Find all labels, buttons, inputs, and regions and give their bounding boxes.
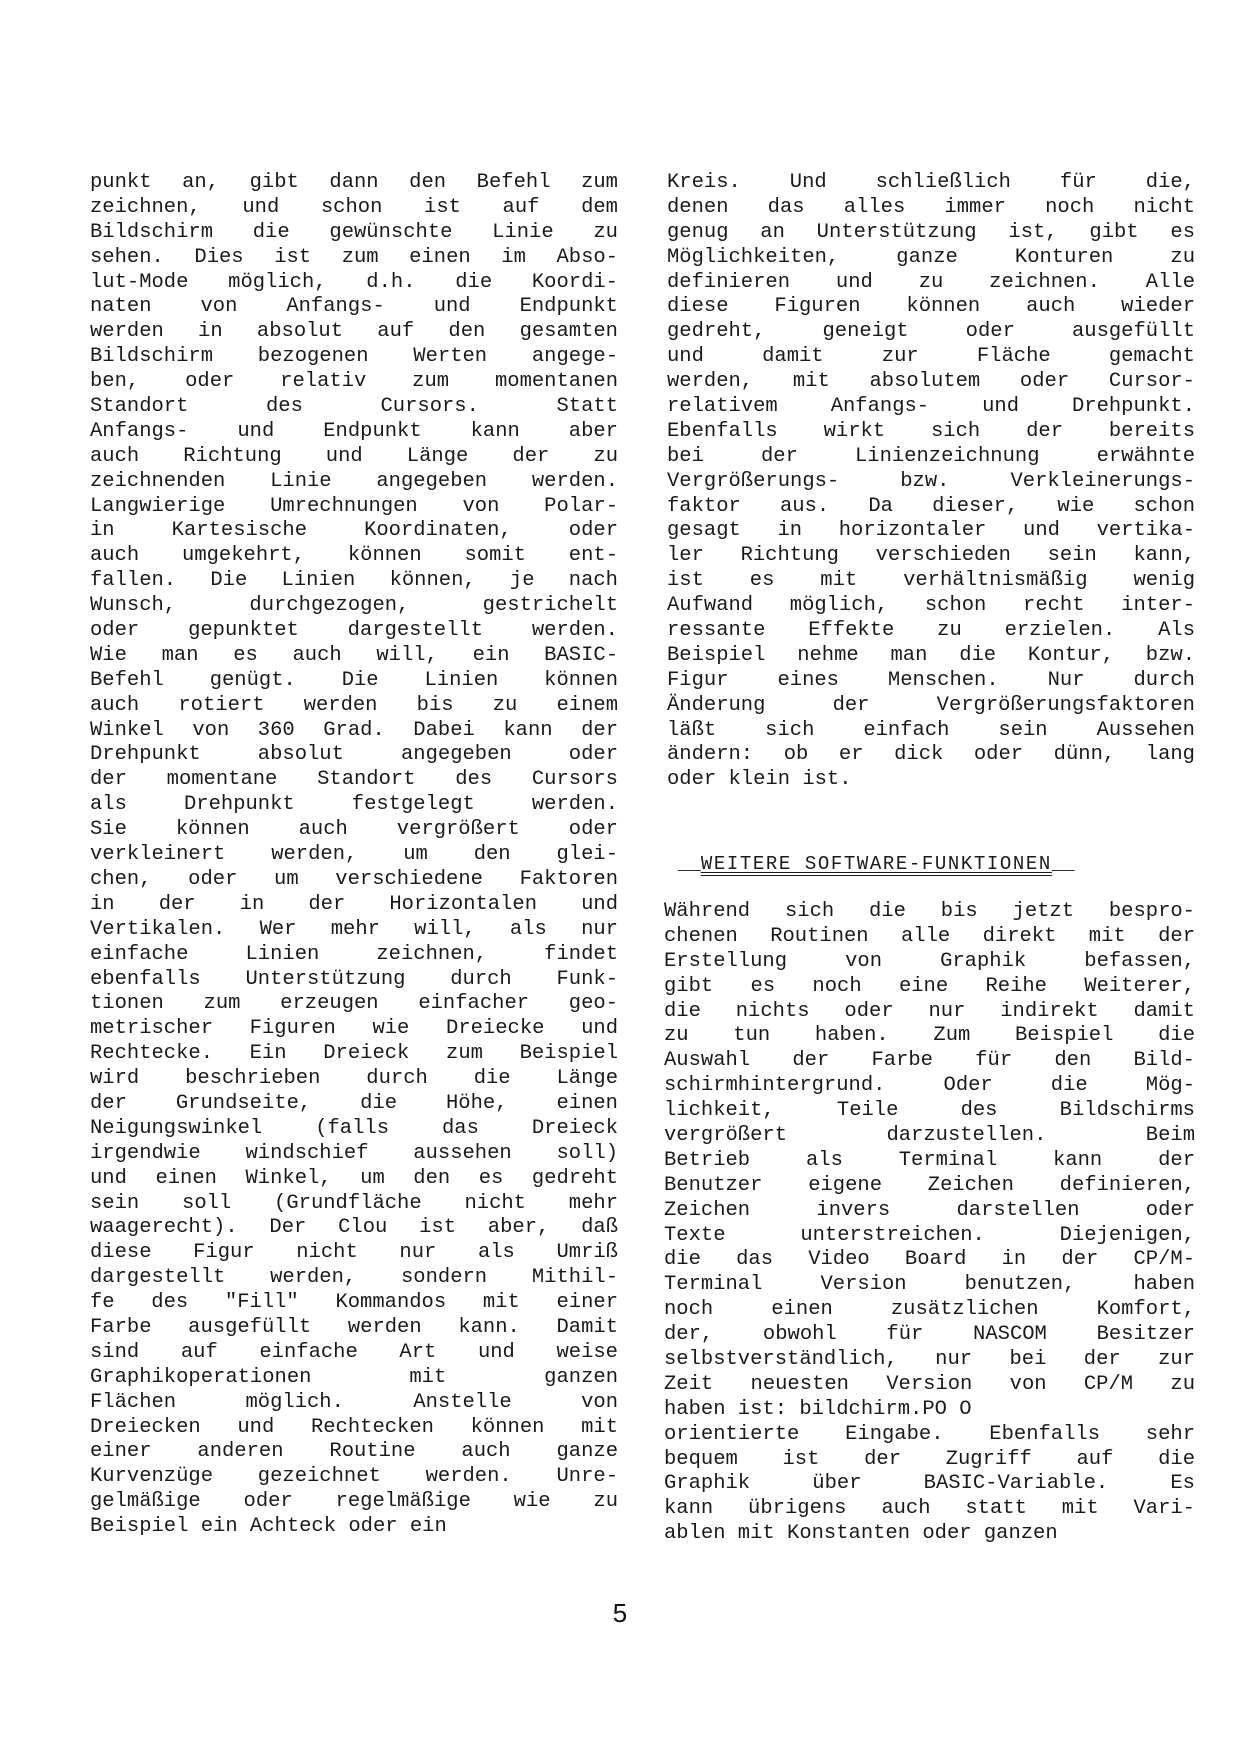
text-line: Kurvenzüge gezeichnet werden. Unre-	[90, 1465, 618, 1489]
text-line: Anfangs- und Endpunkt kann aber	[90, 419, 618, 443]
text-line: auch Richtung und Länge der zu	[90, 444, 618, 468]
text-line: Standort des Cursors. Statt	[90, 395, 618, 419]
text-line: Während sich die bis jetzt bespro-	[664, 900, 1195, 923]
text-line: gelmäßige oder regelmäßige wie zu	[90, 1490, 618, 1514]
text-line: Ebenfalls wirkt sich der bereits	[667, 419, 1195, 443]
text-line: gibt es noch eine Reihe Weiterer,	[664, 974, 1195, 998]
text-line: punkt an, gibt dann den Befehl zum	[90, 171, 618, 194]
text-line: ändern: ob er dick oder dünn, lang	[667, 743, 1195, 767]
text-line: Vergrößerungs- bzw. Verkleinerungs-	[667, 469, 1195, 493]
text-line: werden in absolut auf den gesamten	[90, 320, 618, 344]
text-line: Texte unterstreichen. Diejenigen,	[664, 1223, 1195, 1247]
text-line: ebenfalls Unterstützung durch Funk-	[90, 967, 618, 991]
text-line: oder klein ist.	[667, 768, 852, 792]
text-line: Sie können auch vergrößert oder	[90, 818, 618, 842]
text-line: zeichnenden Linie angegeben werden.	[90, 469, 618, 493]
text-line: schirmhintergrund. Oder die Mög-	[664, 1074, 1195, 1098]
text-line: Möglichkeiten, ganze Konturen zu	[667, 245, 1195, 269]
page-number: 5	[612, 1598, 628, 1628]
text-line: haben ist: bildchirm.PO O	[664, 1397, 972, 1421]
text-line: die nichts oder nur indirekt damit	[664, 999, 1195, 1023]
text-line: in Kartesische Koordinaten, oder	[90, 519, 618, 543]
text-line: verkleinert werden, um den glei-	[90, 843, 618, 867]
text-line: Benutzer eigene Zeichen definieren,	[664, 1173, 1195, 1197]
text-line: tionen zum erzeugen einfacher geo-	[90, 992, 618, 1016]
text-line: Neigungswinkel (falls das Dreieck	[90, 1116, 618, 1140]
text-line: auch umgekehrt, können somit ent-	[90, 544, 618, 568]
text-line: sehen. Dies ist zum einen im Abso-	[90, 245, 618, 269]
text-line: Vertikalen. Wer mehr will, als nur	[90, 917, 618, 941]
text-line: dargestellt werden, sondern Mithil-	[90, 1266, 618, 1290]
right-text-column-top	[667, 171, 1195, 793]
text-line: ablen mit Konstanten oder ganzen	[664, 1522, 1058, 1546]
text-line: Kreis. Und schließlich für die,	[667, 171, 1195, 194]
text-line: Bildschirm bezogenen Werten angege-	[90, 345, 618, 369]
text-line: waagerecht). Der Clou ist aber, daß	[90, 1216, 618, 1240]
text-line: bequem ist der Zugriff auf die	[664, 1447, 1195, 1471]
text-line: diese Figur nicht nur als Umriß	[90, 1241, 618, 1265]
text-line: kann übrigens auch statt mit Vari-	[664, 1497, 1195, 1521]
text-line: und einen Winkel, um den es gedreht	[90, 1166, 618, 1190]
heading-suffix: __	[1051, 853, 1075, 875]
text-line: Auswahl der Farbe für den Bild-	[664, 1049, 1195, 1073]
text-line: Graphik über BASIC-Variable. Es	[664, 1472, 1195, 1496]
text-line: wird beschrieben durch die Länge	[90, 1067, 618, 1091]
section-heading	[678, 853, 1075, 875]
text-line: der momentane Standort des Cursors	[90, 768, 618, 792]
text-line: zu tun haben. Zum Beispiel die	[664, 1024, 1195, 1048]
text-line: ist es mit verhältnismäßig wenig	[667, 569, 1195, 593]
text-line: Wunsch, durchgezogen, gestrichelt	[90, 594, 618, 618]
text-line: gesagt in horizontaler und vertika-	[667, 519, 1195, 543]
text-line: bei der Linienzeichnung erwähnte	[667, 444, 1195, 468]
heading-title: WEITERE SOFTWARE-FUNKTIONEN	[700, 853, 1052, 875]
text-line: Flächen möglich. Anstelle von	[90, 1390, 618, 1414]
text-line: Dreiecken und Rechtecken können mit	[90, 1415, 618, 1439]
text-line: sein soll (Grundfläche nicht mehr	[90, 1191, 618, 1215]
text-line: Bildschirm die gewünschte Linie zu	[90, 220, 618, 244]
text-line: chenen Routinen alle direkt mit der	[664, 924, 1195, 948]
text-line: fallen. Die Linien können, je nach	[90, 569, 618, 593]
text-line: fe des "Fill" Kommandos mit einer	[90, 1291, 618, 1315]
text-line: die das Video Board in der CP/M-	[664, 1248, 1195, 1272]
text-line: irgendwie windschief aussehen soll)	[90, 1141, 618, 1165]
text-line: Terminal Version benutzen, haben	[664, 1273, 1195, 1297]
text-line: Zeichen invers darstellen oder	[664, 1198, 1195, 1222]
text-line: Befehl genügt. Die Linien können	[90, 668, 618, 692]
text-line: Graphikoperationen mit ganzen	[90, 1365, 618, 1389]
text-line: genug an Unterstützung ist, gibt es	[667, 220, 1195, 244]
text-line: Beispiel ein Achteck oder ein	[90, 1515, 447, 1539]
text-line: Farbe ausgefüllt werden kann. Damit	[90, 1315, 618, 1339]
text-line: ben, oder relativ zum momentanen	[90, 370, 618, 394]
text-line: sind auf einfache Art und weise	[90, 1340, 618, 1364]
text-line: selbstverständlich, nur bei der zur	[664, 1348, 1195, 1372]
right-text-column-bottom	[664, 900, 1195, 1547]
text-line: Aufwand möglich, schon recht inter-	[667, 594, 1195, 618]
text-line: Zeit neuesten Version von CP/M zu	[664, 1372, 1195, 1396]
text-line: als Drehpunkt festgelegt werden.	[90, 793, 618, 817]
text-line: Langwierige Umrechnungen von Polar-	[90, 494, 618, 518]
heading-prefix: __	[678, 853, 701, 875]
text-line: auch rotiert werden bis zu einem	[90, 693, 618, 717]
text-line: noch einen zusätzlichen Komfort,	[664, 1298, 1195, 1322]
text-line: relativem Anfangs- und Drehpunkt.	[667, 395, 1195, 419]
text-line: metrischer Figuren wie Dreiecke und	[90, 1017, 618, 1041]
text-line: Wie man es auch will, ein BASIC-	[90, 643, 618, 667]
text-line: und damit zur Fläche gemacht	[667, 345, 1195, 369]
text-line: Drehpunkt absolut angegeben oder	[90, 743, 618, 767]
text-line: Rechtecke. Ein Dreieck zum Beispiel	[90, 1042, 618, 1066]
text-line: zeichnen, und schon ist auf dem	[90, 195, 618, 219]
text-line: faktor aus. Da dieser, wie schon	[667, 494, 1195, 518]
text-line: chen, oder um verschiedene Faktoren	[90, 867, 618, 891]
text-line: definieren und zu zeichnen. Alle	[667, 270, 1195, 294]
text-line: der Grundseite, die Höhe, einen	[90, 1091, 618, 1115]
text-line: Betrieb als Terminal kann der	[664, 1148, 1195, 1172]
text-line: lut-Mode möglich, d.h. die Koordi-	[90, 270, 618, 294]
text-line: in der in der Horizontalen und	[90, 892, 618, 916]
text-line: Beispiel nehme man die Kontur, bzw.	[667, 643, 1195, 667]
text-line: der, obwohl für NASCOM Besitzer	[664, 1323, 1195, 1347]
text-line: orientierte Eingabe. Ebenfalls sehr	[664, 1422, 1195, 1446]
text-line: Figur eines Menschen. Nur durch	[667, 668, 1195, 692]
text-line: diese Figuren können auch wieder	[667, 295, 1195, 319]
text-line: naten von Anfangs- und Endpunkt	[90, 295, 618, 319]
text-line: ler Richtung verschieden sein kann,	[667, 544, 1195, 568]
text-line: werden, mit absolutem oder Cursor-	[667, 370, 1195, 394]
left-text-column	[90, 171, 618, 1540]
text-line: gedreht, geneigt oder ausgefüllt	[667, 320, 1195, 344]
text-line: einer anderen Routine auch ganze	[90, 1440, 618, 1464]
text-line: einfache Linien zeichnen, findet	[90, 942, 618, 966]
text-line: denen das alles immer noch nicht	[667, 195, 1195, 219]
text-line: oder gepunktet dargestellt werden.	[90, 619, 618, 643]
text-line: ressante Effekte zu erzielen. Als	[667, 619, 1195, 643]
text-line: lichkeit, Teile des Bildschirms	[664, 1099, 1195, 1123]
text-line: Winkel von 360 Grad. Dabei kann der	[90, 718, 618, 742]
text-line: Änderung der Vergrößerungsfaktoren	[667, 693, 1195, 717]
text-line: vergrößert darzustellen. Beim	[664, 1124, 1195, 1148]
text-line: Erstellung von Graphik befassen,	[664, 949, 1195, 973]
text-line: läßt sich einfach sein Aussehen	[667, 718, 1195, 742]
